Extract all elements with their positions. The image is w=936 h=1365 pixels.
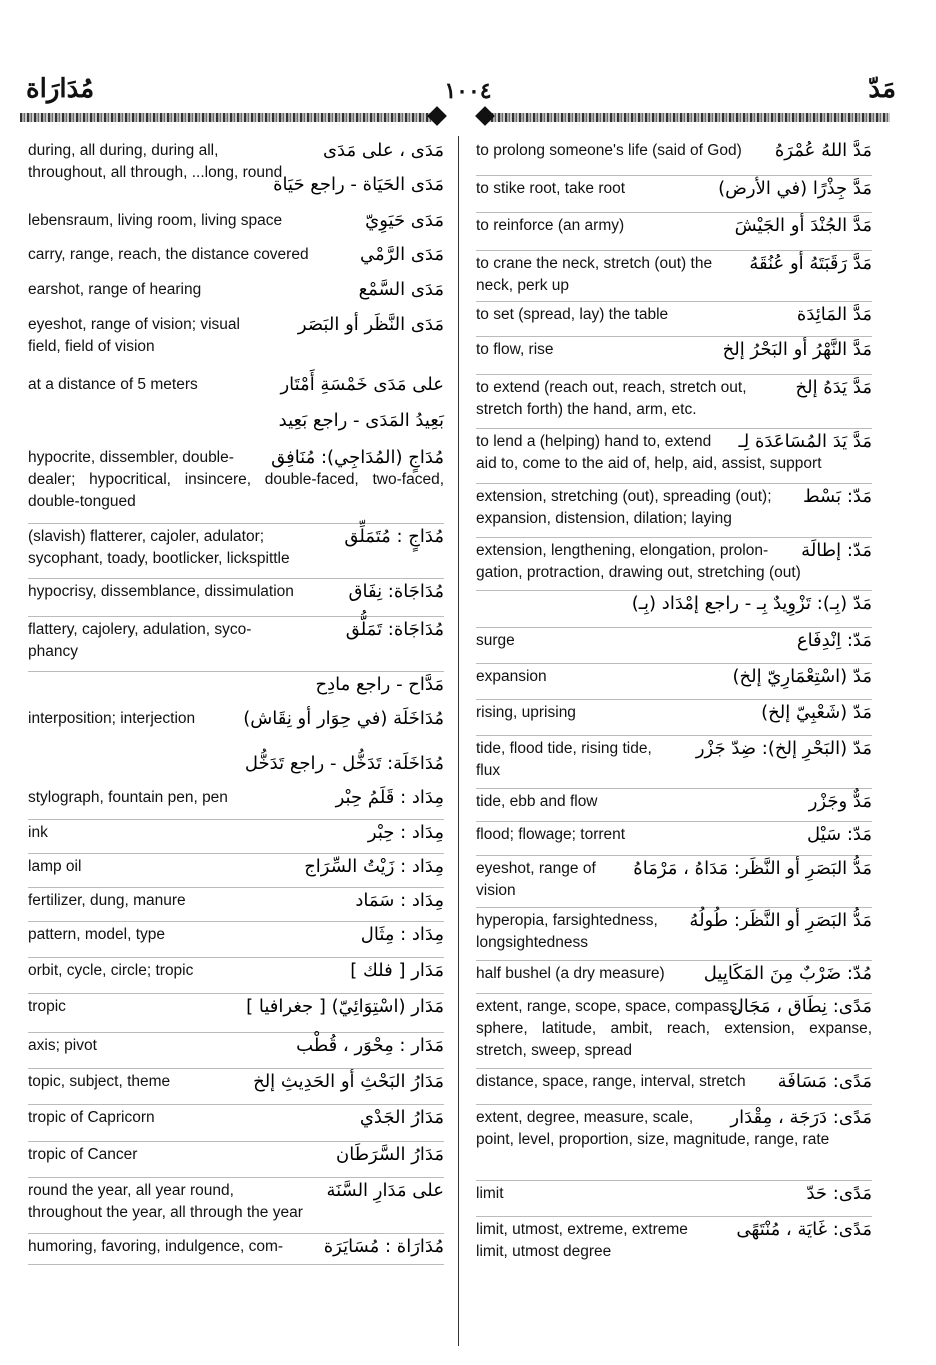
dictionary-entry xyxy=(28,445,444,524)
arabic-headword: مَدَّ جِذْرًا (في الأرض) xyxy=(718,178,872,199)
definition-first-line: flattery, cajolery, adulation, syco- xyxy=(28,621,252,638)
definition-continuation: phancy xyxy=(28,643,78,660)
arabic-headword: مُدَارَاة : مُسَايَرَة xyxy=(323,1236,444,1257)
dictionary-entry xyxy=(476,700,872,736)
definition-continuation: expansion, distension, dilation; laying xyxy=(476,510,732,527)
definition-continuation: sphere, latitude, ambit, reach, extension, expanse, stretch, sweep, spread xyxy=(476,1020,872,1059)
dictionary-entry xyxy=(476,961,872,994)
arabic-headword: مُدَاجَاة: تَمَلُّق xyxy=(345,619,444,640)
dictionary-entry xyxy=(28,208,444,242)
definition-continuation: limit, utmost degree xyxy=(476,1243,612,1260)
definition-continuation: throughout, all through, ...long, round xyxy=(28,164,283,181)
dictionary-entry xyxy=(28,312,444,372)
arabic-headword: مَدّ: إطالَة xyxy=(801,540,872,561)
definition-first-line: carry, range, reach, the distance covered xyxy=(28,246,309,263)
page-header xyxy=(0,70,936,110)
definition-first-line: rising, uprising xyxy=(476,704,576,721)
dictionary-entry xyxy=(28,408,444,445)
arabic-headword: مُدَاجٍ : مُتَمَلِّق xyxy=(344,526,444,547)
arabic-headword: مَدَّ المَائِدَة xyxy=(796,304,872,325)
arabic-headword: مَدَى ، على مَدَى xyxy=(322,140,444,161)
definition-continuation: vision xyxy=(476,882,516,899)
definition-first-line: interposition; interjection xyxy=(28,710,196,727)
right-column xyxy=(476,138,872,1260)
dictionary-entry xyxy=(28,672,444,706)
definition-first-line: to crane the neck, stretch (out) the xyxy=(476,255,713,272)
definition-first-line: extension, stretching (out), spreading (out); xyxy=(476,488,772,505)
dictionary-entry xyxy=(28,1178,444,1234)
arabic-headword: مَدَارُ الجَدْي xyxy=(359,1107,444,1128)
dictionary-entry xyxy=(28,1033,444,1069)
definition-first-line: eyeshot, range of vision; visual xyxy=(28,316,240,333)
dictionary-entry xyxy=(476,375,872,429)
definition-first-line: extent, degree, measure, scale, xyxy=(476,1109,694,1126)
dictionary-entry xyxy=(476,138,872,176)
definition-first-line: half bushel (a dry measure) xyxy=(476,965,665,982)
definition-first-line: eyeshot, range of xyxy=(476,860,596,877)
dictionary-entry xyxy=(28,1069,444,1105)
arabic-headword: مَدَّ يَدَهُ إلخ xyxy=(795,377,872,398)
definition-first-line: expansion xyxy=(476,668,547,685)
arabic-headword: مَدّ (شَعْبِيّ إلخ) xyxy=(761,702,872,723)
definition-continuation: throughout the year, all through the year xyxy=(28,1204,303,1221)
arabic-headword: مَدّ (اسْتِعْمَارِيّ إلخ) xyxy=(732,666,872,687)
definition-first-line: surge xyxy=(476,632,515,649)
definition-continuation: gation, protraction, drawing out, stretching (out) xyxy=(476,564,801,581)
dictionary-entry xyxy=(476,1217,872,1260)
definition-continuation: sycophant, toady, bootlicker, lickspittle xyxy=(28,550,290,567)
column-divider xyxy=(458,136,459,1346)
definition-first-line: fertilizer, dung, manure xyxy=(28,892,186,909)
dictionary-entry xyxy=(476,251,872,302)
definition-first-line: lamp oil xyxy=(28,858,82,875)
dictionary-entry xyxy=(28,138,444,181)
dictionary-entry xyxy=(28,854,444,888)
arabic-headword: مَدُّ البَصَرِ أو النَّظَر: مَدَاهُ ، مَرْمَاهُ xyxy=(633,858,872,879)
left-column xyxy=(28,138,444,1265)
arabic-headword: مِدَاد : مِثَال xyxy=(360,924,444,945)
definition-first-line: to stike root, take root xyxy=(476,180,626,197)
arabic-headword: مَدَارُ السَّرَطَان xyxy=(335,1144,444,1165)
arabic-headword: مَدَّاح - راجع مادِح xyxy=(315,674,444,695)
definition-first-line: to extend (reach out, reach, stretch out, xyxy=(476,379,747,396)
arabic-headword: مَدَى الحَيَاة - راجع حَيَاة xyxy=(273,174,444,195)
definition-continuation: aid to, come to the aid of, help, aid, assist, support xyxy=(476,455,822,472)
dictionary-entry xyxy=(476,822,872,856)
dictionary-entry xyxy=(28,820,444,854)
dictionary-entry xyxy=(28,922,444,958)
arabic-headword: مَدّ: اِنْدِفَاع xyxy=(796,630,872,651)
definition-first-line: orbit, cycle, circle; tropic xyxy=(28,962,194,979)
dictionary-entry xyxy=(28,785,444,820)
dictionary-entry xyxy=(28,1142,444,1178)
arabic-headword: مَدّ (بِـ): تَزْوِيدٌ بِـ - راجع إمْدَاد (بِـ) xyxy=(631,593,872,614)
definition-first-line: during, all during, during all, xyxy=(28,142,219,159)
arabic-headword: مِدَاد : قَلَمُ حِبْر xyxy=(335,787,444,808)
definition-first-line: humoring, favoring, indulgence, com- xyxy=(28,1238,284,1255)
dictionary-entry xyxy=(28,1234,444,1265)
dictionary-entry xyxy=(28,372,444,408)
dictionary-entry xyxy=(476,591,872,628)
arabic-headword: مِدَاد : حِبْر xyxy=(367,822,444,843)
arabic-headword: مَدًى: غَايَة ، مُنْتَهًى xyxy=(736,1219,872,1240)
definition-first-line: hypocrite, dissembler, double- xyxy=(28,449,234,466)
header-ornament-right xyxy=(484,108,890,128)
page-number: ١٠٠٤ xyxy=(444,78,492,104)
definition-continuation: longsightedness xyxy=(476,934,589,951)
arabic-headword: مَدَى حَيَوِيّ xyxy=(365,210,444,231)
dictionary-entry xyxy=(28,617,444,672)
definition-first-line: (slavish) flatterer, cajoler, adulator; xyxy=(28,528,265,545)
dictionary-entry xyxy=(476,176,872,213)
arabic-headword: بَعِيدُ المَدَى - راجع بَعِيد xyxy=(278,410,444,431)
dictionary-entry xyxy=(28,524,444,579)
definition-continuation: point, level, proportion, size, magnitude, range, rate xyxy=(476,1131,830,1148)
dictionary-entry xyxy=(476,908,872,961)
left-running-headword: مُدَارَاة xyxy=(26,74,95,104)
definition-first-line: pattern, model, type xyxy=(28,926,165,943)
definition-first-line: earshot, range of hearing xyxy=(28,281,202,298)
definition-first-line: extent, range, scope, space, compass, xyxy=(476,998,742,1015)
dictionary-entry xyxy=(476,429,872,484)
arabic-headword: مِدَاد : سَمَاد xyxy=(355,890,444,911)
arabic-headword: مَدَّ الجُنْدَ أو الجَيْشَ xyxy=(734,215,872,236)
dictionary-entry xyxy=(476,856,872,908)
dictionary-entry xyxy=(28,277,444,312)
arabic-headword: مَدًى: نِطَاق ، مَجَال xyxy=(730,996,872,1017)
definition-first-line: tide, flood tide, rising tide, xyxy=(476,740,652,757)
dictionary-entry xyxy=(28,888,444,922)
definition-first-line: round the year, all year round, xyxy=(28,1182,234,1199)
definition-first-line: stylograph, fountain pen, pen xyxy=(28,789,228,806)
dictionary-entry xyxy=(476,1069,872,1105)
dictionary-entry xyxy=(476,1181,872,1217)
arabic-headword: على مَدَى خَمْسَةِ أَمْتَار xyxy=(280,374,444,395)
dictionary-entry xyxy=(476,628,872,664)
arabic-headword: مَدَى النَّظَر أو البَصَر xyxy=(297,314,444,335)
definition-continuation: field, field of vision xyxy=(28,338,155,355)
definition-first-line: limit, utmost, extreme, extreme xyxy=(476,1221,688,1238)
arabic-headword: مَدَّ النَّهْرُ أو البَحْرُ إلخ xyxy=(722,339,872,360)
dictionary-entry xyxy=(28,1105,444,1142)
arabic-headword: مُدّ: ضَرْبٌ مِنَ المَكَايِيل xyxy=(703,963,872,984)
definition-first-line: lebensraum, living room, living space xyxy=(28,212,283,229)
arabic-headword: مَدّ: بَسْط xyxy=(802,486,872,507)
arabic-headword: مَدَار (اسْتِوَائِيّ) [ جغرافيا ] xyxy=(246,996,444,1017)
definition-first-line: hypocrisy, dissemblance, dissimulation xyxy=(28,583,294,600)
arabic-headword: مُدَاجَاة: نِفَاق xyxy=(348,581,444,602)
definition-first-line: to set (spread, lay) the table xyxy=(476,306,669,323)
dictionary-entry xyxy=(476,538,872,591)
arabic-headword: مَدَار : مِحْوَر ، قُطْب xyxy=(296,1035,444,1056)
definition-first-line: topic, subject, theme xyxy=(28,1073,171,1090)
definition-continuation: neck, perk up xyxy=(476,277,570,294)
arabic-headword: مُدَاجٍ (المُدَاجِي): مُنَافِق xyxy=(271,447,444,468)
right-running-headword: مَدّ xyxy=(868,74,896,104)
definition-first-line: axis; pivot xyxy=(28,1037,97,1054)
definition-continuation: stretch forth) the hand, arm, etc. xyxy=(476,401,697,418)
definition-first-line: ink xyxy=(28,824,48,841)
definition-first-line: to reinforce (an army) xyxy=(476,217,625,234)
dictionary-entry xyxy=(28,958,444,994)
definition-first-line: hyperopia, farsightedness, xyxy=(476,912,658,929)
definition-first-line: extension, lengthening, elongation, prolon- xyxy=(476,542,769,559)
definition-first-line: tropic of Cancer xyxy=(28,1146,138,1163)
arabic-headword: مَدًى: دَرَجَة ، مِقْدَار xyxy=(730,1107,872,1128)
dictionary-entry xyxy=(476,994,872,1069)
definition-first-line: to lend a (helping) hand to, extend xyxy=(476,433,712,450)
arabic-headword: على مَدَارِ السَّنَة xyxy=(326,1180,444,1201)
dictionary-entry xyxy=(476,664,872,700)
arabic-headword: مَدُّ البَصَرِ أو النَّظَر: طُولُهُ xyxy=(689,910,872,931)
dictionary-entry xyxy=(28,994,444,1033)
dictionary-entry xyxy=(28,242,444,277)
definition-first-line: at a distance of 5 meters xyxy=(28,376,198,393)
definition-first-line: to flow, rise xyxy=(476,341,554,358)
definition-continuation: dealer; hypocritical, insincere, double-faced, two-faced, double-tongued xyxy=(28,471,444,510)
arabic-headword: مَدَى السَّمْع xyxy=(358,279,444,300)
definition-first-line: distance, space, range, interval, stretch xyxy=(476,1073,746,1090)
arabic-headword: مَدَّ يَدَ المُسَاعَدَة لِـ xyxy=(738,431,872,452)
definition-first-line: limit xyxy=(476,1185,504,1202)
header-ornament-left xyxy=(20,108,438,128)
definition-first-line: to prolong someone's life (said of God) xyxy=(476,142,742,159)
definition-continuation: flux xyxy=(476,762,501,779)
arabic-headword: مَدٌّ وجَزْر xyxy=(808,791,872,812)
dictionary-entry xyxy=(476,789,872,822)
dictionary-entry xyxy=(476,1105,872,1181)
dictionary-entry xyxy=(28,706,444,751)
dictionary-entry xyxy=(28,579,444,617)
arabic-headword: مِدَاد : زَيْتُ السِّرَاج xyxy=(304,856,444,877)
arabic-headword: مُدَاخَلَة: تَدَخُّل - راجع تَدَخُّل xyxy=(244,753,444,774)
arabic-headword: مَدًى: مَسَافَة xyxy=(777,1071,872,1092)
arabic-headword: مَدًى: حَدّ xyxy=(806,1183,872,1204)
dictionary-entry xyxy=(476,302,872,337)
arabic-headword: مَدَارُ البَحْثِ أو الحَدِيثِ إلخ xyxy=(253,1071,444,1092)
arabic-headword: مَدَى الرَّمْي xyxy=(360,244,444,265)
arabic-headword: مَدَّ رَقَبَتَهُ أو عُنُقَهُ xyxy=(749,253,872,274)
dictionary-entry xyxy=(28,172,444,208)
dictionary-entry xyxy=(476,213,872,251)
arabic-headword: مَدّ (البَحْرِ إلخ): ضِدّ جَزْر xyxy=(695,738,872,759)
arabic-headword: مَدَّ اللهُ عُمْرَهُ xyxy=(774,140,872,161)
definition-first-line: tropic of Capricorn xyxy=(28,1109,155,1126)
arabic-headword: مَدّ: سَيْل xyxy=(806,824,872,845)
definition-first-line: tide, ebb and flow xyxy=(476,793,598,810)
dictionary-entry xyxy=(28,751,444,785)
dictionary-entry xyxy=(476,736,872,789)
arabic-headword: مَدَار [ فلك ] xyxy=(350,960,444,981)
dictionary-entry xyxy=(476,337,872,375)
dictionary-entry xyxy=(476,484,872,538)
definition-first-line: tropic xyxy=(28,998,66,1015)
definition-first-line: flood; flowage; torrent xyxy=(476,826,626,843)
arabic-headword: مُدَاخَلَة (في حِوَار أو نِقَاش) xyxy=(243,708,444,729)
